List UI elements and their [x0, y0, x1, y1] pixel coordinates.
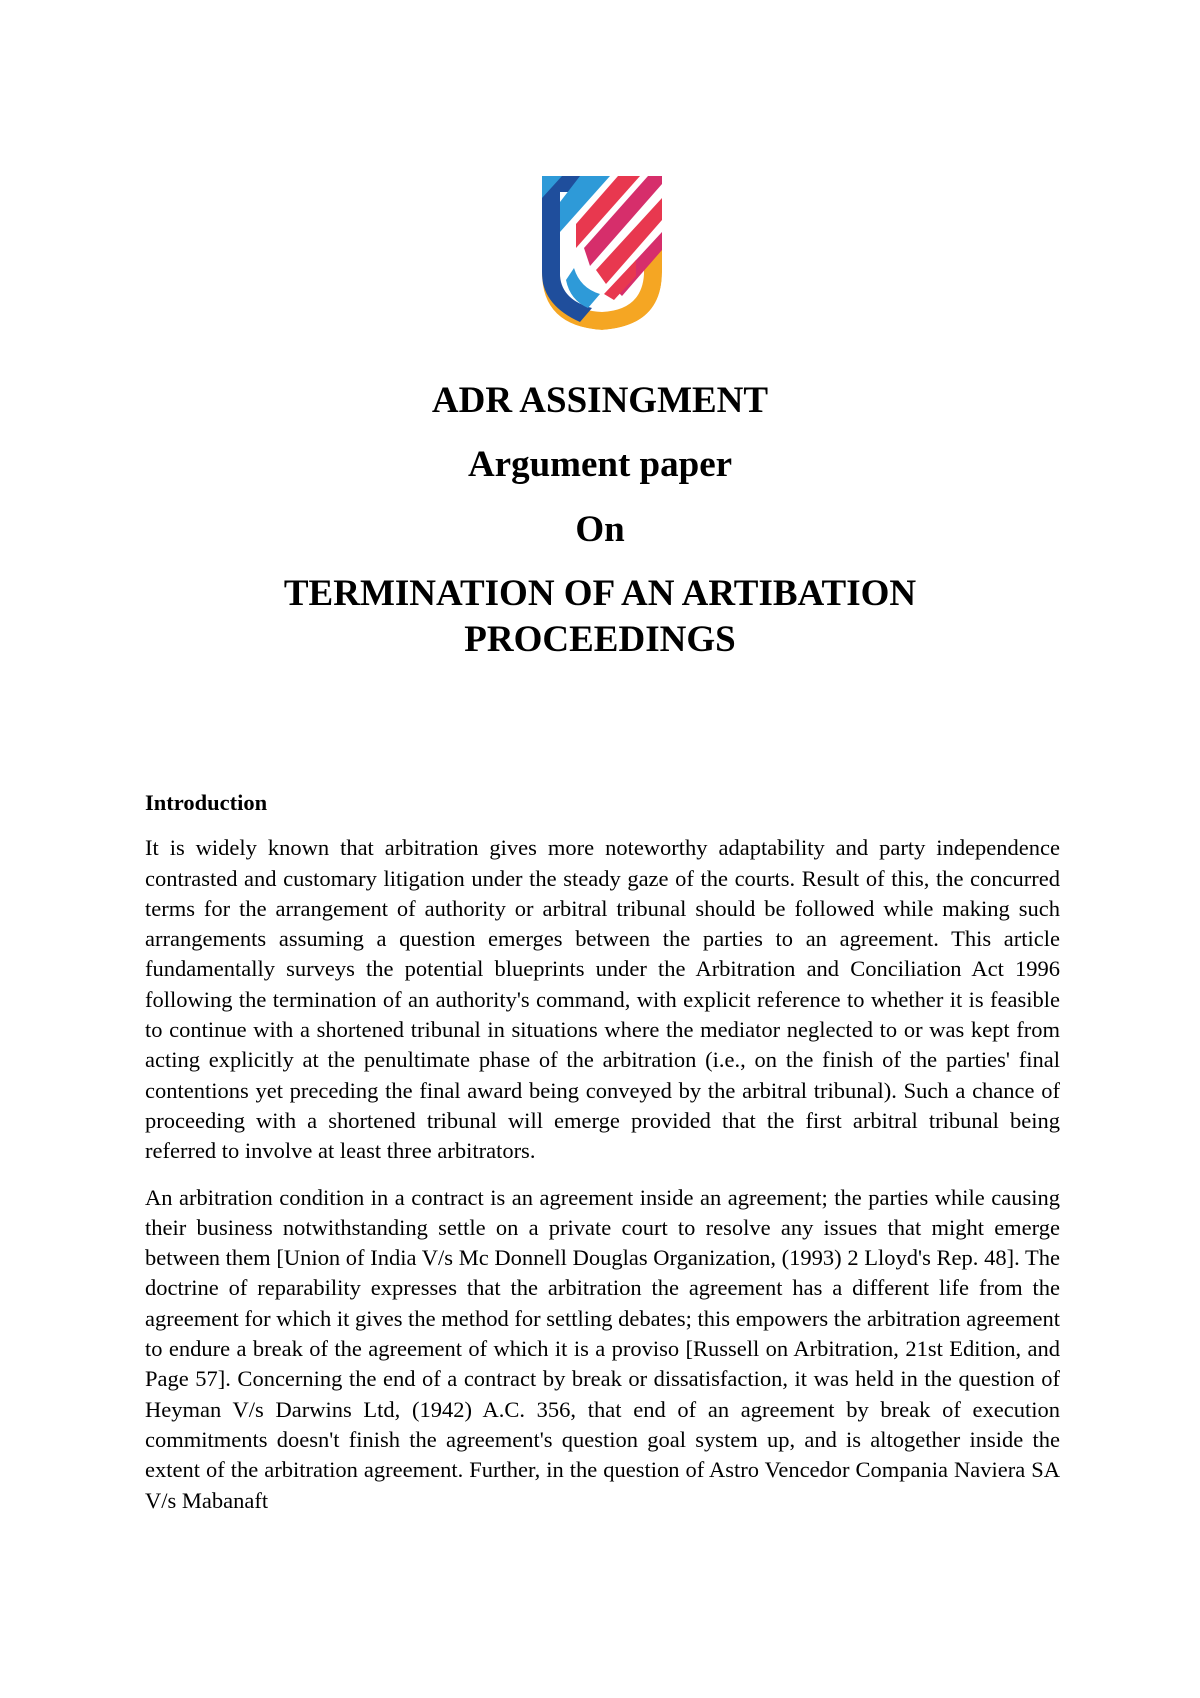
section-heading-introduction: Introduction	[145, 790, 268, 815]
title-block	[145, 378, 1055, 663]
document-title: ADR ASSINGMENT	[431, 380, 769, 421]
university-shield-logo-icon	[540, 176, 664, 330]
document-subtitle-on: On	[575, 508, 625, 550]
paragraph-1: It is widely known that arbitration gives more noteworthy adaptability and party independence contrasted and customary litigation under the steady gaze of the courts. Result of this, the concurred terms for the arrangement of authority or arbitral tribunal should be followed while making such arrangements assuming a question emerges between the parties to an agreement. This article fundamentally surveys the potential blueprints under the Arbitration and Conciliation Act 1996 following the termination of an authority's command, with explicit reference to whether it is feasible to continue with a shortened tribunal in situations where the mediator neglected to or was kept from acting explicitly at the penultimate phase of the arbitration (i.e., on the finish of the parties' final contentions yet preceding the final award being conveyed by the arbitral tribunal). Such a chance of proceeding with a shortened tribunal will emerge provided that the first arbitral tribunal being referred to involve at least three arbitrators.	[145, 835, 1060, 1164]
body-text	[145, 788, 1060, 1532]
document-subtitle: Argument paper	[467, 444, 733, 486]
paragraph-2: An arbitration condition in a contract is an agreement inside an agreement; the parties while causing their business notwithstanding settle on a private court to resolve any issues that might emerge between them [Union of India V/s Mc Donnell Douglas Organization, (1993) 2 Lloyd's Rep. 48]. The doctrine of reparability expresses that the arbitration the agreement has a different life from the agreement for which it gives the method for settling debates; this empowers the arbitration agreement to endure a break of the agreement of which it is a proviso [Russell on Arbitration, 21st Edition, and Page 57]. Concerning the end of a contract by break or dissatisfaction, it was held in the question of Heyman V/s Darwins Ltd, (1942) A.C. 356, that end of an agreement by break of execution commitments doesn't finish the agreement's question goal system up, and is altogether inside the extent of the arbitration agreement. Further, in the question of Astro Vencedor Compania Naviera SA V/s Mabanaft	[145, 1184, 1060, 1513]
document-topic: TERMINATION OF AN ARTIBATION PROCEEDINGS	[283, 572, 917, 660]
